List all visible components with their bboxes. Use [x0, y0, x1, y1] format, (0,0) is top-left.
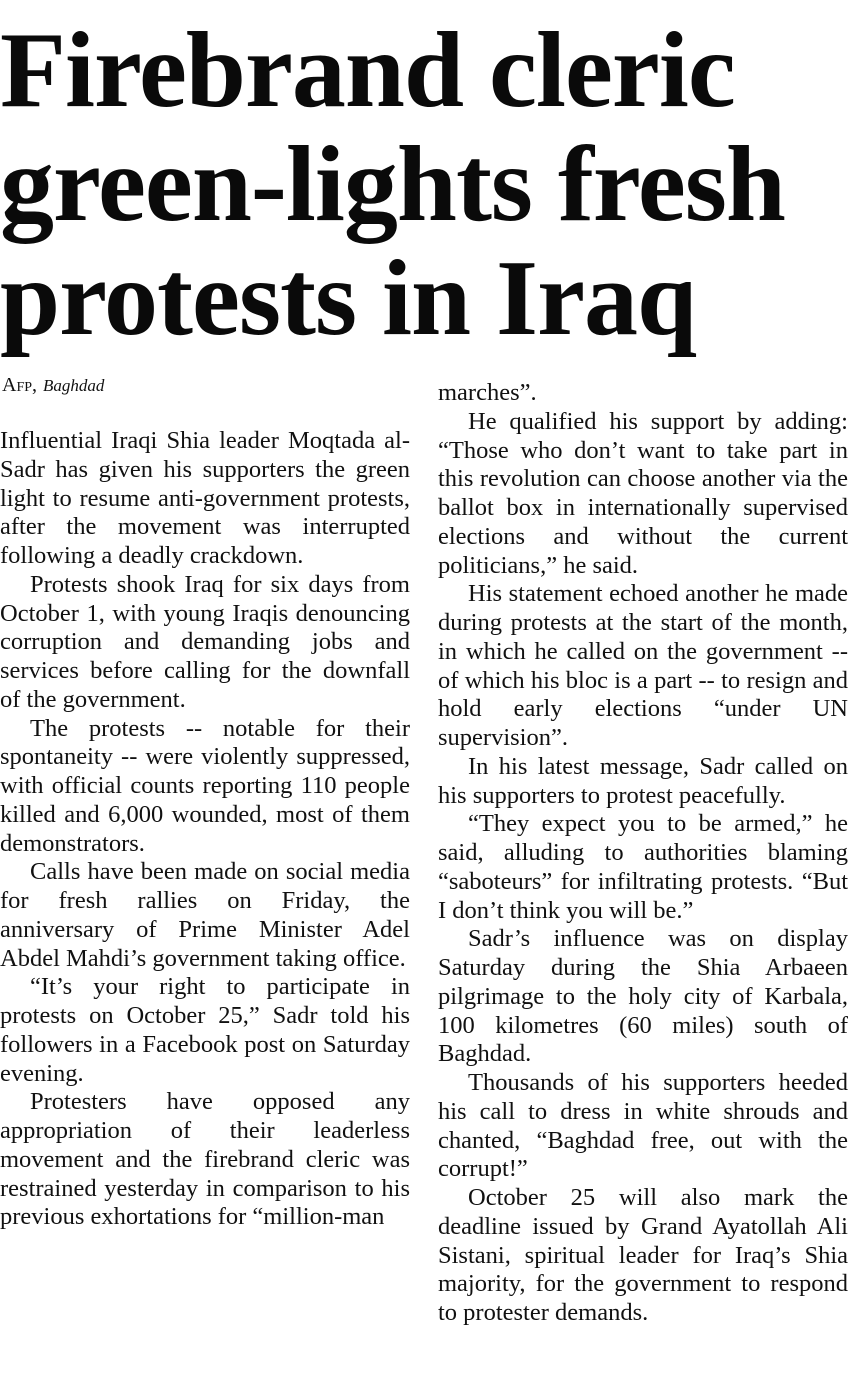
paragraph: Influential Iraqi Shia leader Moqtada al-Sadr has given his supporters the green light to resume anti-government protests, after the movement was interrupted following a deadly crackdown. [0, 427, 410, 569]
paragraph: October 25 will also mark the deadline issued by Grand Ayatollah Ali Sistani, spiritual leader for Iraq’s Shia majority, for the government to respond to protester demands. [438, 1184, 848, 1326]
paragraph: Protests shook Iraq for six days from October 1, with young Iraqis denouncing corruption and demanding jobs and services before calling for the downfall of the government. [0, 570, 410, 713]
paragraph: Calls have been made on social media for fresh rallies on Friday, the anniversary of Prime Minister Adel Abdel Mahdi’s government taking office. [0, 858, 410, 972]
paragraph: In his latest message, Sadr called on his supporters to protest peacefully. [438, 752, 848, 809]
paragraph: “It’s your right to participate in protests on October 25,” Sadr told his followers in a Facebook post on Saturday evening. [0, 973, 410, 1087]
article-column-left [0, 427, 410, 1232]
paragraph: “They expect you to be armed,” he said, alluding to authorities blaming “saboteurs” for infiltrating protests. “But I don’t think you will be.” [438, 810, 848, 924]
headline [0, 11, 848, 358]
paragraph: His statement echoed another he made during protests at the start of the month, in which he called on the government -- of which his bloc is a part -- to resign and hold early elections “under UN supervision”. [438, 580, 848, 751]
paragraph-continuation: marches”. [438, 379, 537, 406]
paragraph: Protesters have opposed any appropriation of their leaderless movement and the firebrand cleric was restrained yesterday in comparison to his previous exhortations for “million-man [0, 1088, 410, 1231]
byline-location: Baghdad [43, 376, 105, 395]
paragraph: Sadr’s influence was on display Saturday during the Shia Arbaeen pilgrimage to the holy city of Karbala, 100 kilometres (60 miles) south of Baghdad. [438, 925, 848, 1068]
paragraph: Thousands of his supporters heeded his call to dress in white shrouds and chanted, “Baghdad free, out with the corrupt!” [438, 1069, 848, 1183]
headline-line-1: Firebrand cleric [0, 11, 735, 130]
headline-line-2: green-lights fresh [0, 125, 785, 244]
article-column-right [438, 379, 848, 1328]
paragraph: The protests -- notable for their spontaneity -- were violently suppressed, with official counts reporting 110 people killed and 6,000 wounded, most of them demonstrators. [0, 714, 410, 857]
byline-agency: Afp, [2, 374, 38, 396]
headline-line-3: protests in Iraq [0, 239, 697, 358]
byline [2, 372, 104, 399]
paragraph: He qualified his support by adding: “Those who don’t want to take part in this revolution can choose another via the ballot box in internationally supervised elections and without the current politicians,” he said. [438, 407, 848, 579]
